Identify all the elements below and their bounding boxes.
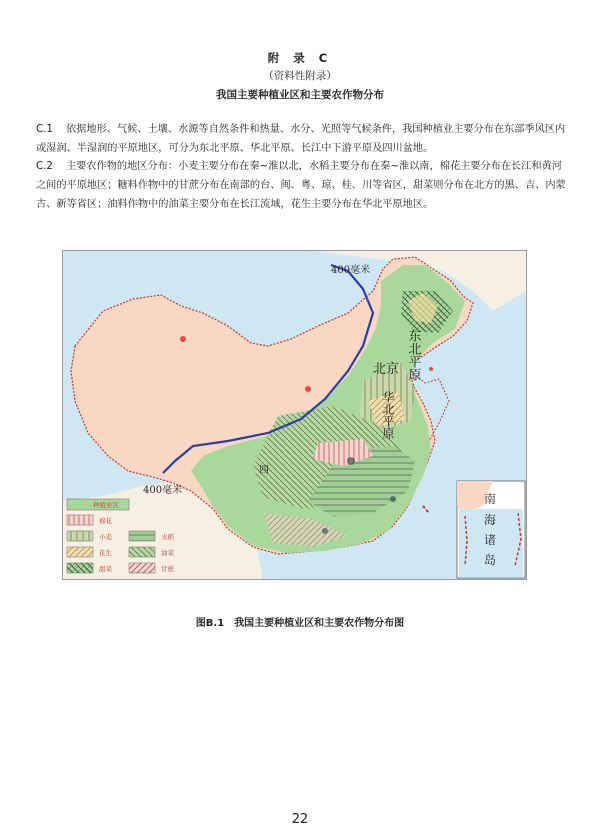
legend-label-beet: 甜菜 [99, 565, 112, 573]
northeast-plain-label: 东北平原 [405, 329, 421, 381]
huabei-plain-label: 华北平原 [381, 391, 395, 439]
oasis-marker [180, 336, 186, 342]
legend-label-peanut: 花生 [99, 549, 112, 557]
legend-label-cotton: 棉花 [99, 517, 112, 525]
legend-swatch-rice [129, 531, 155, 541]
appendix-heading: 附 录 C [267, 51, 333, 65]
clause-number: C.2 [36, 161, 53, 172]
isohyet-label-top: 400毫米 [331, 265, 371, 276]
map-figure [62, 250, 527, 580]
page-number: 22 [291, 812, 309, 827]
legend-label-wheat: 小麦 [99, 533, 112, 541]
clause-number: C.1 [36, 124, 53, 135]
legend-swatch-rape [129, 547, 155, 557]
appendix-type: （资料性附录） [263, 70, 337, 82]
beijing-label: 北京 [373, 362, 400, 377]
legend-label-sugarcane: 甘蔗 [161, 565, 174, 573]
legend-swatch-peanut [67, 547, 93, 557]
figure-caption: 图B.1 我国主要种植业区和主要农作物分布图 [195, 618, 405, 629]
legend-swatch-beet [67, 563, 93, 573]
legend-label-crop-zone: 种植业区 [93, 501, 119, 509]
paragraph-c1 [36, 120, 568, 158]
isohyet-label-left: 400毫米 [143, 485, 183, 496]
inset-text-4: 岛 [484, 553, 497, 567]
inset-text-2: 海 [484, 513, 497, 527]
legend-swatch-wheat [67, 531, 93, 541]
legend-label-rape: 油菜 [161, 549, 174, 557]
inset-south-china-sea [457, 481, 525, 578]
inset-text-3: 诸 [484, 533, 497, 547]
crop-symbol [347, 457, 355, 465]
crop-symbol [322, 528, 328, 534]
inset-text-1: 南 [484, 492, 497, 506]
clause-text: 主要农作物的地区分布：小麦主要分布在秦~淮以北，水稻主要分布在秦~淮以南，棉花主要分布在长江和黄河之间的平原地区；糖料作物中的甘蔗分布在南部的台、闽、粤、琼、桂、川等省区，甜菜则分布在北方的黑、吉、内蒙古、新等省区；油料作物中的油菜主要分布在长江流域，花生主要分布在华北平原地区。 [36, 161, 566, 210]
china-map [63, 251, 526, 579]
sugar-beet-marker [305, 386, 311, 392]
paragraph-c2 [36, 157, 568, 214]
legend-label-rice: 水稻 [161, 533, 174, 541]
crop-symbol [390, 496, 396, 502]
appendix-title: 我国主要种植业区和主要农作物分布 [216, 89, 384, 101]
clause-text: 依据地形、气候、土壤、水源等自然条件和热量、水分、光照等气候条件，我国种植业主要分布在东部季风区内或湿润、半湿润的平原地区，可分为东北平原、华北平原、长江中下游平原及四川盆地。 [36, 124, 566, 154]
legend-swatch-sugarcane [129, 563, 155, 573]
legend-swatch-cotton [67, 515, 93, 525]
sichuan-label: 四 [259, 465, 269, 476]
beijing-dot [429, 367, 433, 371]
